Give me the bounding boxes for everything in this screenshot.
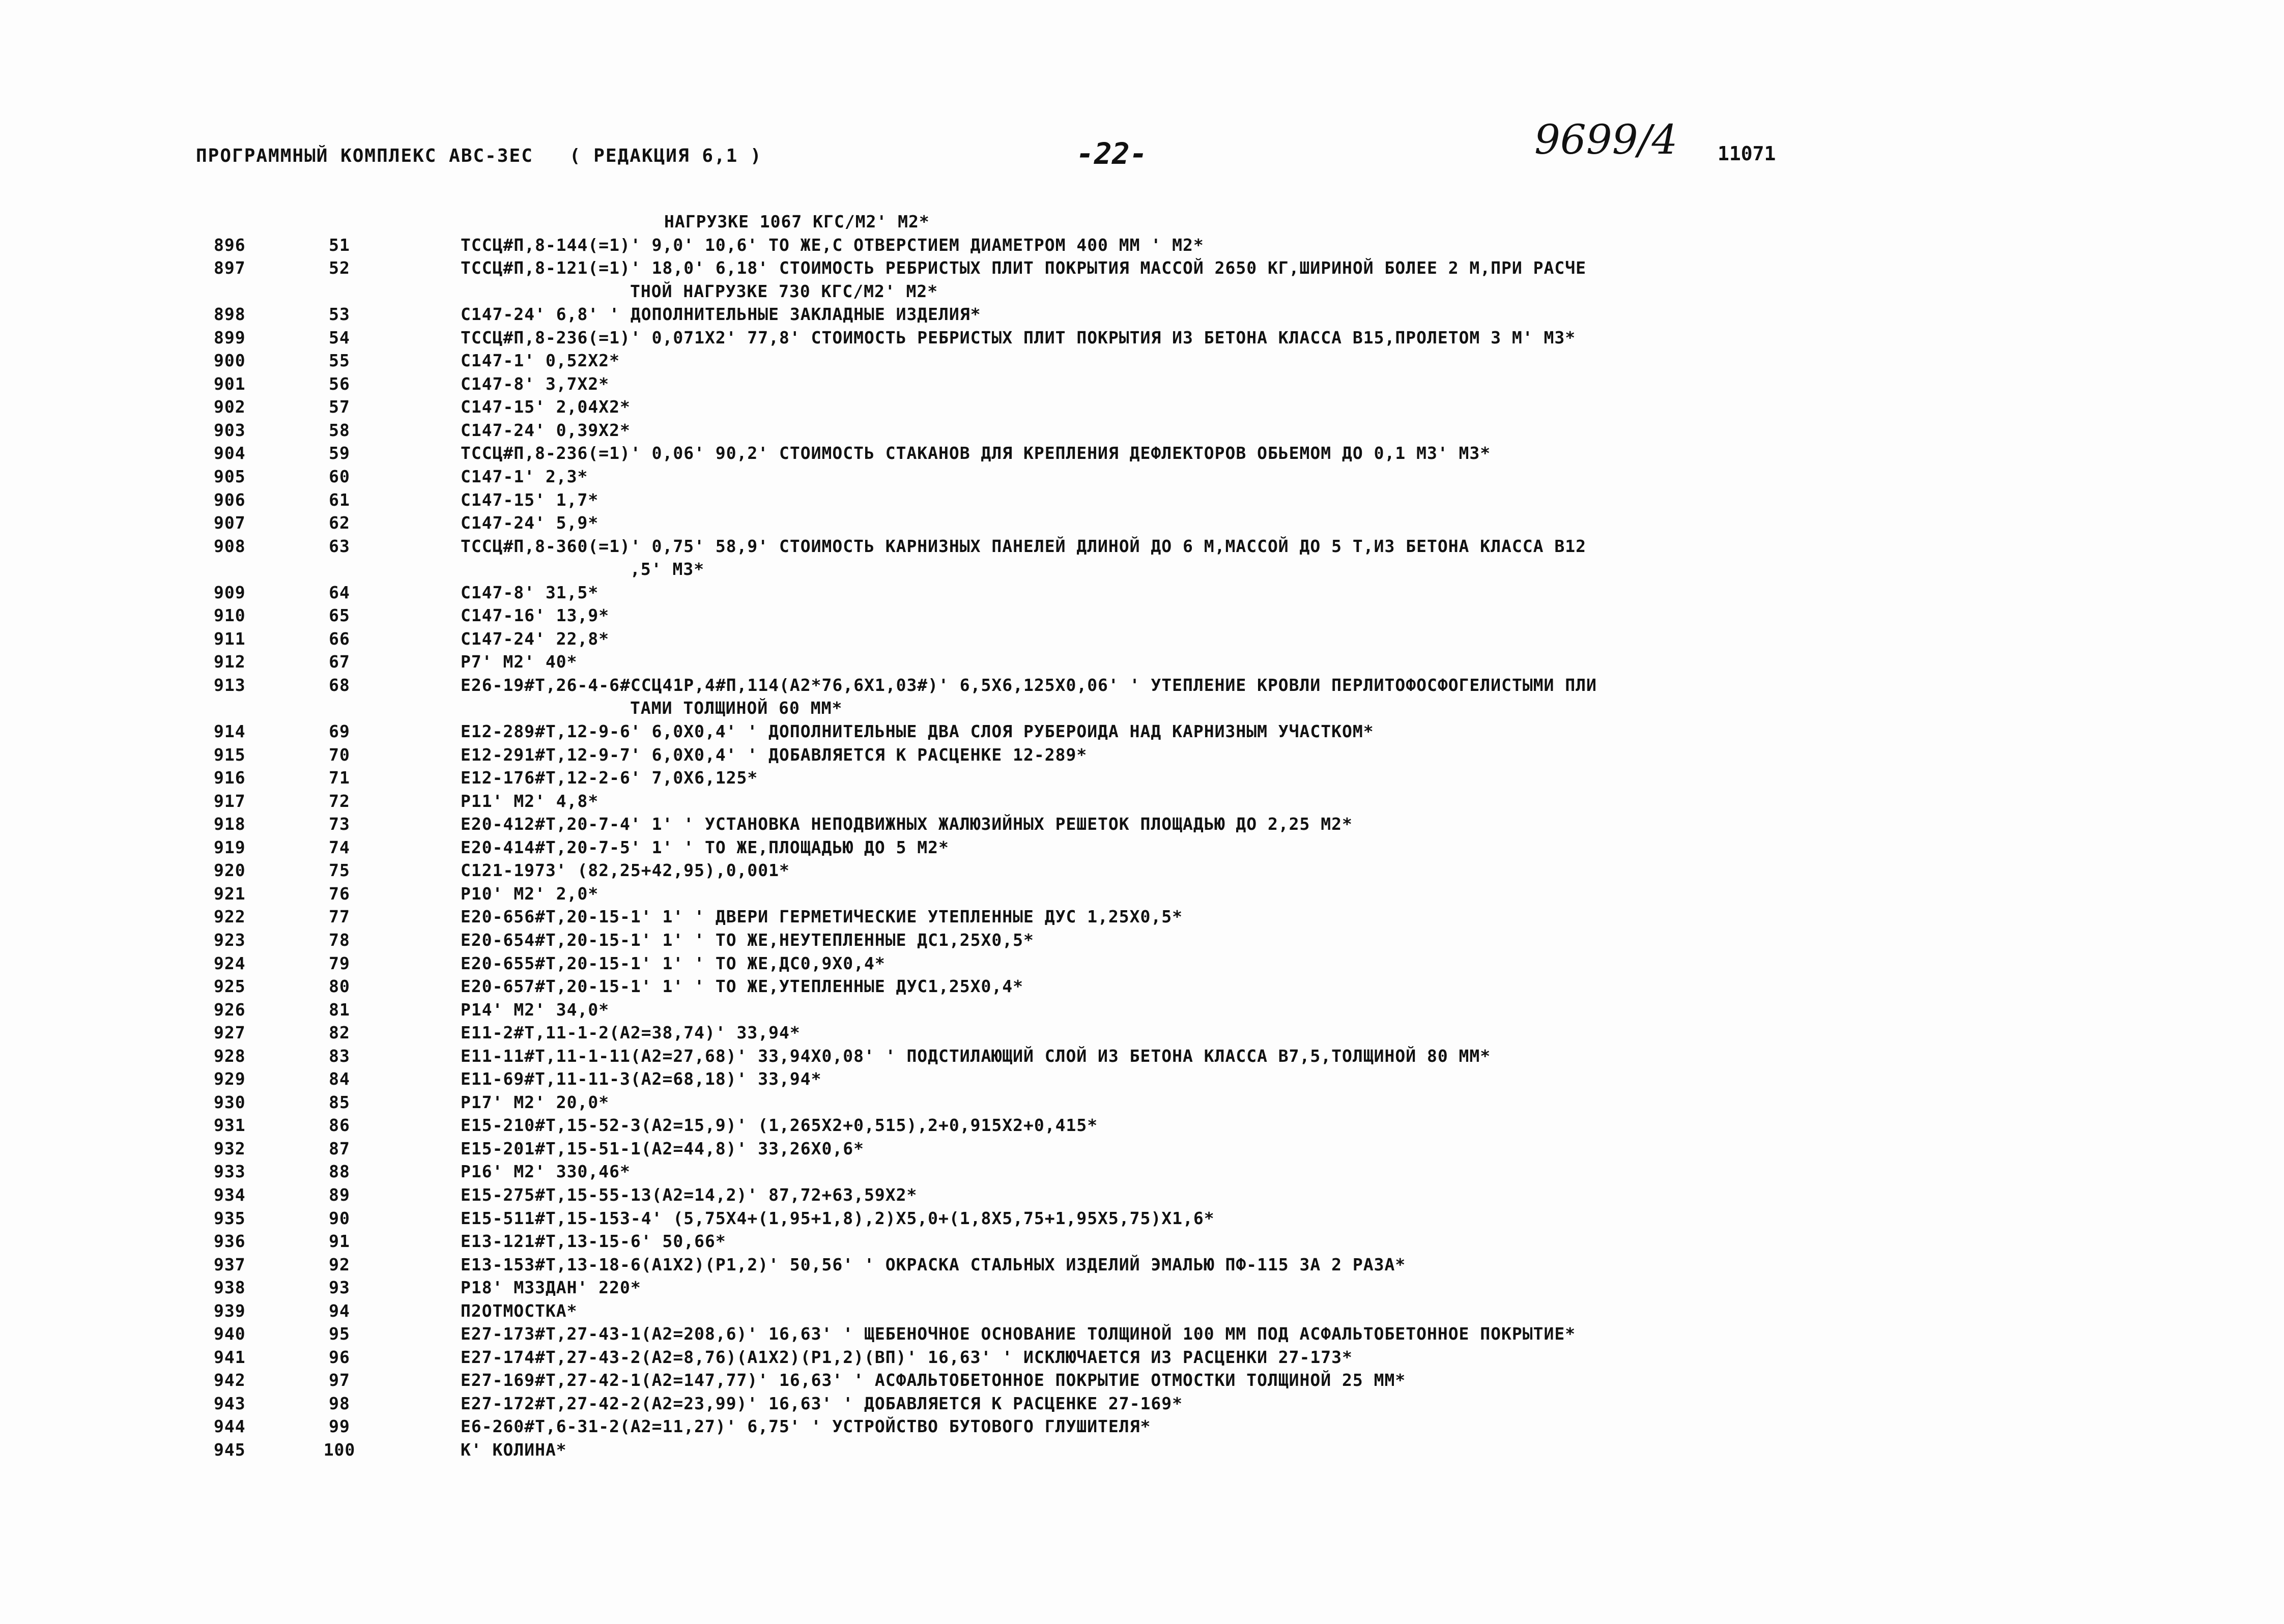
listing-row: 911 66 С147-24' 22,8* [214, 628, 610, 649]
listing-row: 929 84 Е11-69#Т,11-11-3(А2=68,18)' 33,94* [214, 1069, 822, 1089]
listing-row: 912 67 Р7' М2' 40* [214, 652, 578, 672]
program-title: ПРОГРАММНЫЙ КОМПЛЕКС АВС-3ЕС ( РЕДАКЦИЯ 6,1 ) [196, 146, 762, 166]
listing-row: 928 83 Е11-11#Т,11-1-11(А2=27,68)' 33,94Х0,08' ' ПОДСТИЛАЮЩИЙ СЛОЙ ИЗ БЕТОНА КЛАССА В7,5,ТОЛЩИНОЙ 80 ММ* [214, 1046, 1491, 1066]
listing-row: 931 86 Е15-210#Т,15-52-3(А2=15,9)' (1,265Х2+0,515),2+0,915Х2+0,415* [214, 1115, 1098, 1136]
listing-row: 945 100 К' КОЛИНА* [214, 1439, 567, 1460]
listing-row: 927 82 Е11-2#Т,11-1-2(А2=38,74)' 33,94* [214, 1023, 801, 1043]
listing-row: 902 57 С147-15' 2,04Х2* [214, 397, 631, 417]
listing-row: 934 89 Е15-275#Т,15-55-13(А2=14,2)' 87,72+63,59Х2* [214, 1184, 918, 1205]
listing-row: 939 94 П2ОТМОСТКА* [214, 1300, 578, 1321]
listing-row: 915 70 Е12-291#Т,12-9-7' 6,0Х0,4' ' ДОБАВЛЯЕТСЯ К РАСЦЕНКЕ 12-289* [214, 744, 1088, 765]
listing-row: 900 55 С147-1' 0,52Х2* [214, 351, 620, 371]
listing-row: 913 68 Е26-19#Т,26-4-6#ССЦ41Р,4#П,114(А2*76,6Х1,03#)' 6,5Х6,125Х0,06' ' УТЕПЛЕНИЕ КРОВЛИ ПЕРЛИТОФОСФОГЕЛИСТЫМИ ПЛИ [214, 675, 1597, 695]
program-listing [0, 210, 2284, 1485]
listing-row: НАГРУЗКЕ 1067 КГС/М2' М2* [664, 212, 930, 231]
listing-row: 901 56 С147-8' 3,7Х2* [214, 373, 610, 394]
listing-row: 938 93 Р18' М3ЗДАН' 220* [214, 1278, 641, 1298]
listing-row: ,5' М3* [630, 559, 705, 579]
listing-row: 898 53 С147-24' 6,8' ' ДОПОЛНИТЕЛЬНЫЕ ЗАКЛАДНЫЕ ИЗДЕЛИЯ* [214, 304, 981, 325]
listing-row: 935 90 Е15-511#Т,15-153-4' (5,75Х4+(1,95+1,8),2)Х5,0+(1,8Х5,75+1,95Х5,75)Х1,6* [214, 1208, 1215, 1228]
listing-row: 918 73 Е20-412#Т,20-7-4' 1' ' УСТАНОВКА НЕПОДВИЖНЫХ ЖАЛЮЗИЙНЫХ РЕШЕТОК ПЛОЩАДЬЮ ДО 2,25 М2* [214, 814, 1353, 834]
listing-row: 942 97 Е27-169#Т,27-42-1(А2=147,77)' 16,63' ' АСФАЛЬТОБЕТОННОЕ ПОКРЫТИЕ ОТМОСТКИ ТОЛЩИНОЙ 25 ММ* [214, 1370, 1406, 1390]
listing-row: 924 79 Е20-655#Т,20-15-1' 1' ' ТО ЖЕ,ДС0,9Х0,4* [214, 953, 886, 973]
listing-row: 899 54 ТССЦ#П,8-236(=1)' 0,071Х2' 77,8' СТОИМОСТЬ РЕБРИСТЫХ ПЛИТ ПОКРЫТИЯ ИЗ БЕТОНА КЛАССА В15,ПРОЛЕТОМ 3 М' М3* [214, 327, 1576, 347]
listing-row: ТНОЙ НАГРУЗКЕ 730 КГС/М2' М2* [630, 281, 938, 301]
listing-row: 944 99 Е6-260#Т,6-31-2(А2=11,27)' 6,75' ' УСТРОЙСТВО БУТОВОГО ГЛУШИТЕЛЯ* [214, 1416, 1151, 1437]
listing-row: 910 65 С147-16' 13,9* [214, 605, 610, 626]
listing-row: 920 75 С121-1973' (82,25+42,95),0,001* [214, 860, 790, 881]
listing-row: 917 72 Р11' М2' 4,8* [214, 791, 599, 811]
page-header [196, 116, 2048, 182]
listing-row: 926 81 Р14' М2' 34,0* [214, 999, 610, 1020]
listing-row: 907 62 С147-24' 5,9* [214, 513, 599, 533]
listing-row: 936 91 Е13-121#Т,13-15-6' 50,66* [214, 1231, 726, 1252]
handwritten-note: 9699/4 [1534, 116, 1678, 163]
listing-row [0, 1462, 2284, 1485]
listing-row: 933 88 Р16' М2' 330,46* [214, 1162, 631, 1182]
listing-row: 908 63 ТССЦ#П,8-360(=1)' 0,75' 58,9' СТОИМОСТЬ КАРНИЗНЫХ ПАНЕЛЕЙ ДЛИНОЙ ДО 6 М,МАССОЙ ДО 5 Т,ИЗ БЕТОНА КЛАССА В12 [214, 536, 1586, 556]
listing-row: 941 96 Е27-174#Т,27-43-2(А2=8,76)(А1Х2)(Р1,2)(ВП)' 16,63' ' ИСКЛЮЧАЕТСЯ ИЗ РАСЦЕНКИ 27-173* [214, 1347, 1353, 1367]
listing-row: 914 69 Е12-289#Т,12-9-6' 6,0Х0,4' ' ДОПОЛНИТЕЛЬНЫЕ ДВА СЛОЯ РУБЕРОИДА НАД КАРНИЗНЫМ УЧАСТКОМ* [214, 721, 1374, 742]
listing-row: 909 64 С147-8' 31,5* [214, 582, 599, 602]
listing-row: 925 80 Е20-657#Т,20-15-1' 1' ' ТО ЖЕ,УТЕПЛЕННЫЕ ДУС1,25Х0,4* [214, 976, 1023, 997]
listing-row: 922 77 Е20-656#Т,20-15-1' 1' ' ДВЕРИ ГЕРМЕТИЧЕСКИЕ УТЕПЛЕННЫЕ ДУС 1,25Х0,5* [214, 907, 1183, 927]
listing-row: 905 60 С147-1' 2,3* [214, 467, 588, 487]
listing-row: 921 76 Р10' М2' 2,0* [214, 883, 599, 904]
listing-row: 904 59 ТССЦ#П,8-236(=1)' 0,06' 90,2' СТОИМОСТЬ СТАКАНОВ ДЛЯ КРЕПЛЕНИЯ ДЕФЛЕКТОРОВ ОБЬЕМОМ ДО 0,1 М3' М3* [214, 443, 1491, 463]
listing-row: 896 51 ТССЦ#П,8-144(=1)' 9,0' 10,6' ТО ЖЕ,С ОТВЕРСТИЕМ ДИАМЕТРОМ 400 ММ ' М2* [214, 235, 1204, 255]
listing-row: 906 61 С147-15' 1,7* [214, 489, 599, 510]
listing-row: 903 58 С147-24' 0,39Х2* [214, 420, 631, 440]
listing-row: 932 87 Е15-201#Т,15-51-1(А2=44,8)' 33,26Х0,6* [214, 1138, 864, 1158]
listing-row: ТАМИ ТОЛЩИНОЙ 60 ММ* [630, 698, 843, 718]
listing-row: 923 78 Е20-654#Т,20-15-1' 1' ' ТО ЖЕ,НЕУТЕПЛЕННЫЕ ДС1,25Х0,5* [214, 930, 1034, 950]
listing-row: 916 71 Е12-176#Т,12-2-6' 7,0Х6,125* [214, 768, 758, 788]
listing-row: 940 95 Е27-173#Т,27-43-1(А2=208,6)' 16,63' ' ЩЕБЕНОЧНОЕ ОСНОВАНИЕ ТОЛЩИНОЙ 100 ММ ПОД АСФАЛЬТОБЕТОННОЕ ПОКРЫТИЕ* [214, 1324, 1576, 1344]
document-code: 11071 [1718, 142, 1776, 165]
listing-row: 897 52 ТССЦ#П,8-121(=1)' 18,0' 6,18' СТОИМОСТЬ РЕБРИСТЫХ ПЛИТ ПОКРЫТИЯ МАССОЙ 2650 КГ,ШИРИНОЙ БОЛЕЕ 2 М,ПРИ РАСЧЕ [214, 258, 1586, 278]
listing-row: 937 92 Е13-153#Т,13-18-6(А1Х2)(Р1,2)' 50,56' ' ОКРАСКА СТАЛЬНЫХ ИЗДЕЛИЙ ЭМАЛЬЮ ПФ-115 ЗА 2 РАЗА* [214, 1254, 1406, 1274]
listing-row: 930 85 Р17' М2' 20,0* [214, 1092, 610, 1112]
listing-row: 943 98 Е27-172#Т,27-42-2(А2=23,99)' 16,63' ' ДОБАВЛЯЕТСЯ К РАСЦЕНКЕ 27-169* [214, 1393, 1183, 1413]
listing-row: 919 74 Е20-414#Т,20-7-5' 1' ' ТО ЖЕ,ПЛОЩАДЬЮ ДО 5 М2* [214, 837, 949, 857]
page-number: -22- [1076, 136, 1148, 171]
